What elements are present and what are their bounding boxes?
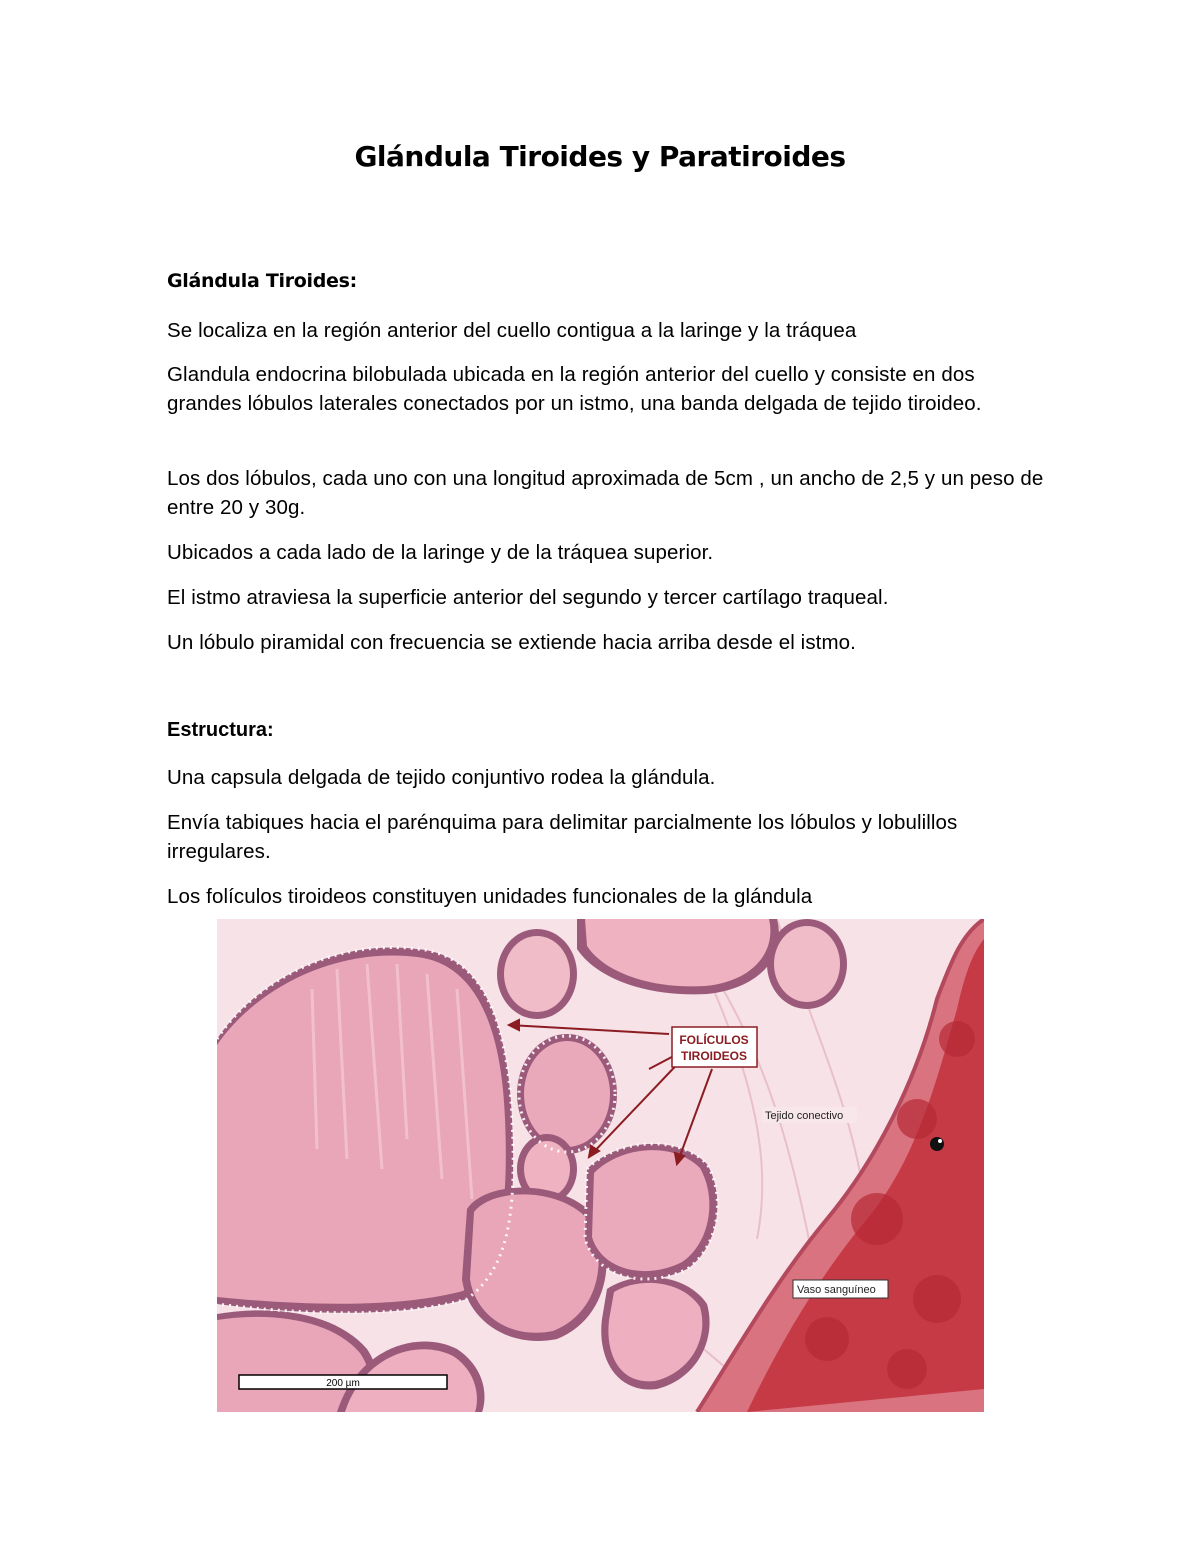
label-blood-vessel: Vaso sanguíneo	[797, 1284, 876, 1296]
document-title: Glándula Tiroides y Paratiroides	[354, 140, 846, 173]
paragraph: El istmo atraviesa la superficie anterior del segundo y tercer cartílago traqueal.	[167, 586, 889, 609]
paragraph: Envía tabiques hacia el parénquima para delimitar parcialmente los lóbulos y lobulillos irregulares.	[167, 811, 958, 863]
section-heading-estructura: Estructura:	[167, 719, 274, 741]
label-follicles-line2: TIROIDEOS	[680, 1049, 748, 1063]
paragraph: Los dos lóbulos, cada uno con una longitud aproximada de 5cm , un ancho de 2,5 y un peso de entre 20 y 30g.	[167, 467, 1044, 519]
histology-micrograph	[217, 919, 984, 1412]
section-heading-glandula-tiroides: Glándula Tiroides:	[167, 270, 357, 292]
label-connective-tissue: Tejido conectivo	[765, 1110, 844, 1122]
paragraph: Glandula endocrina bilobulada ubicada en la región anterior del cuello y consiste en dos grandes lóbulos laterales conectados por un istmo, una banda delgada de tejido tiroideo.	[167, 363, 982, 415]
scale-bar-label: 200 µm	[326, 1378, 360, 1389]
label-follicles-line1: FOLÍCULOS	[679, 1033, 749, 1047]
paragraph: Los folículos tiroideos constituyen unidades funcionales de la glándula	[167, 885, 813, 908]
paragraph: Se localiza en la región anterior del cuello contigua a la laringe y la tráquea	[167, 319, 857, 342]
paragraph: Una capsula delgada de tejido conjuntivo rodea la glándula.	[167, 766, 716, 789]
paragraph: Ubicados a cada lado de la laringe y de la tráquea superior.	[167, 541, 714, 564]
paragraph: Un lóbulo piramidal con frecuencia se extiende hacia arriba desde el istmo.	[167, 631, 856, 654]
